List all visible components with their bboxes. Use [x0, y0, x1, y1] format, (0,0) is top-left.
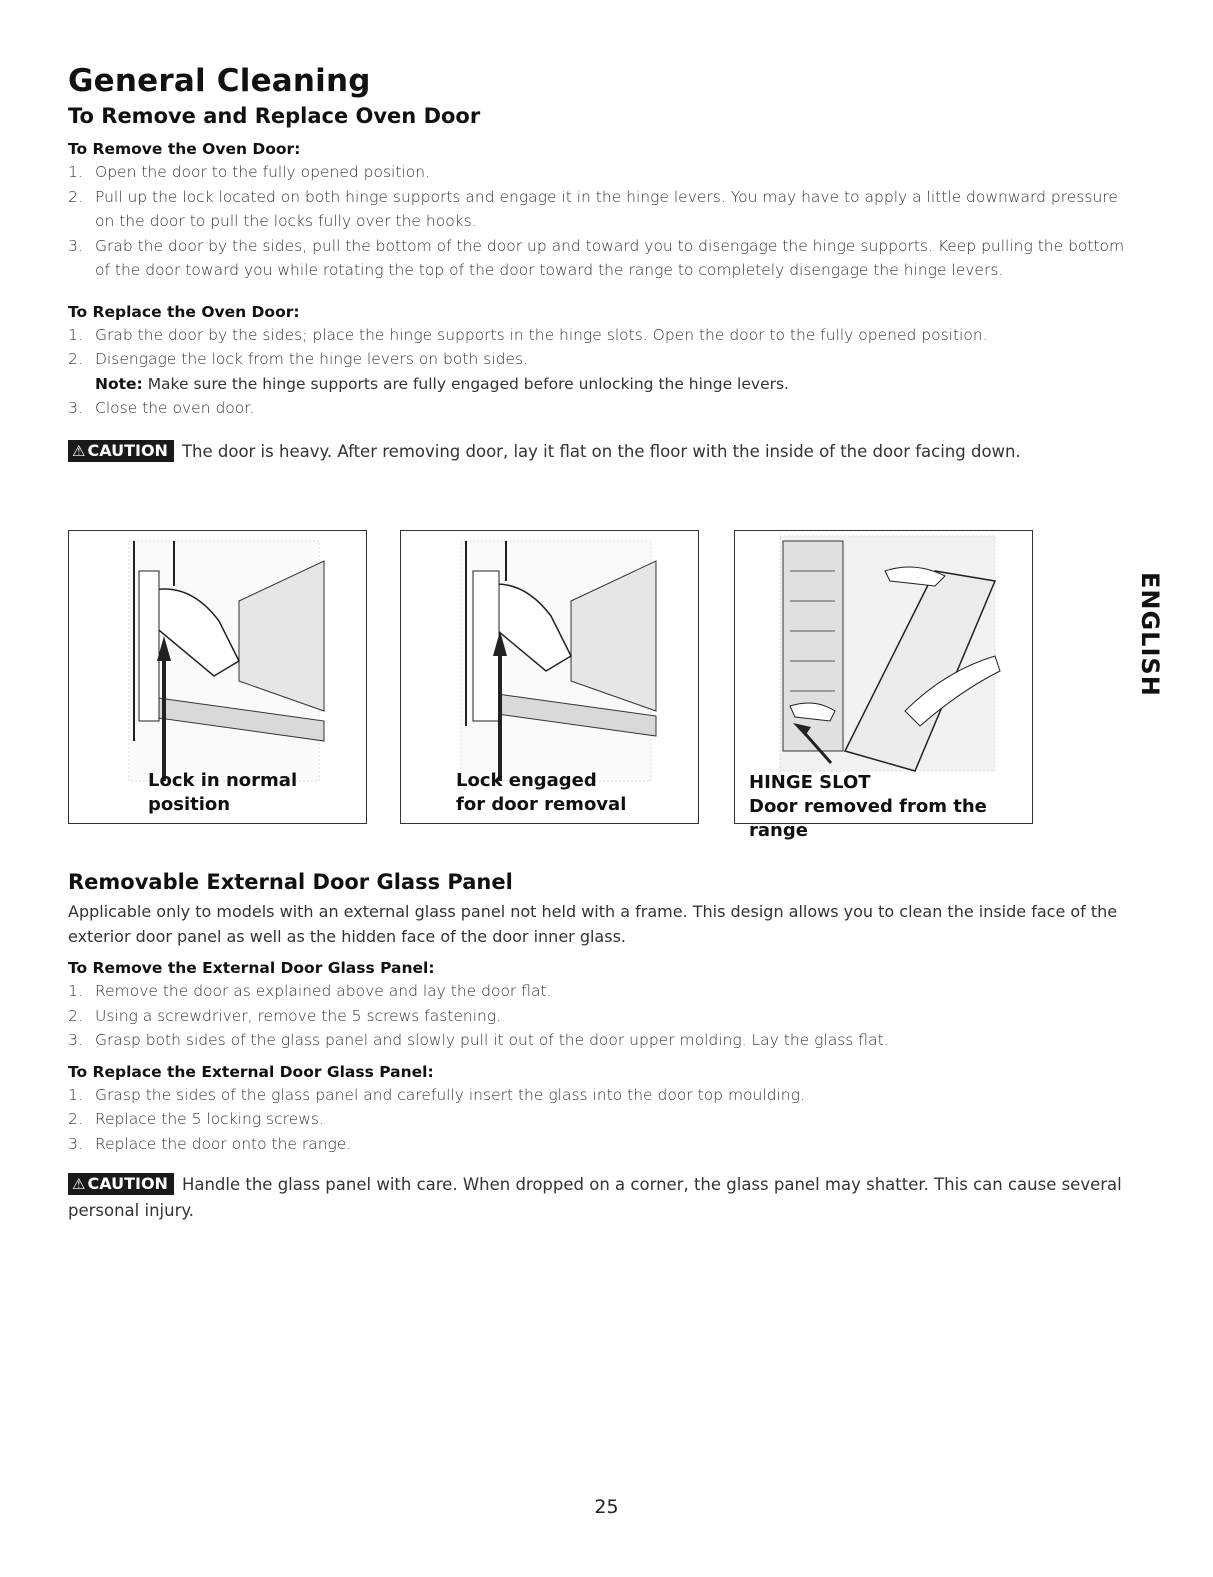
list-item: 2. Replace the 5 locking screws. — [68, 1110, 324, 1128]
figure-caption: Lock engaged for door removal — [456, 770, 627, 815]
list-item: 2. Disengage the lock from the hinge levers on both sides. — [68, 350, 528, 368]
section-heading-oven-door: To Remove and Replace Oven Door — [68, 104, 481, 128]
list-item: 3. Replace the door onto the range. — [68, 1134, 352, 1153]
list-item: 1. Grasp the sides of the glass panel and carefully insert the glass into the door top moulding. — [68, 1085, 805, 1104]
glass-panel-intro: Applicable only to models with an external glass panel not held with a frame. This design allows you to clean the inside face of the exterior door panel as well as the hidden face of the door inner glass. — [68, 902, 1118, 946]
page-content — [68, 62, 1138, 465]
remove-door-steps — [68, 160, 1138, 283]
list-item: 1. Remove the door as explained above and lay the door flat. — [68, 982, 552, 1000]
caution-badge: ⚠ CAUTION — [68, 440, 174, 462]
list-item: 1. Open the door to the fully opened position. — [68, 163, 430, 181]
figure-caption: Lock in normal position — [148, 770, 298, 815]
list-item: 2. Using a screwdriver, remove the 5 screws fastening. — [68, 1006, 502, 1025]
subheading-replace-door: To Replace the Oven Door: — [68, 302, 300, 321]
subheading-remove-glass: To Remove the External Door Glass Panel: — [68, 959, 435, 977]
note: Note: Make sure the hinge supports are fully engaged before unlocking the hinge levers. — [95, 374, 789, 393]
warning-icon: ⚠ — [72, 441, 86, 460]
subheading-remove-door: To Remove the Oven Door: — [68, 140, 301, 158]
list-item: 1. Grab the door by the sides; place the hinge supports in the hinge slots. Open the door to the fully opened position. — [68, 325, 988, 344]
section-heading-glass-panel: Removable External Door Glass Panel — [68, 870, 513, 894]
caution-door-heavy: ⚠ CAUTION The door is heavy. After removing door, lay it flat on the floor with the inside of the door facing down. — [68, 439, 1138, 465]
replace-door-steps — [68, 323, 1138, 372]
list-item: 2. Pull up the lock located on both hinge supports and engage it in the hinge levers. You may have to apply a little downward pressure on the door to pull the locks fully over the hooks. — [68, 187, 1118, 230]
remove-glass-steps — [68, 979, 1128, 1053]
list-item: 3. Close the oven door. — [68, 399, 255, 417]
list-item: 3. Grasp both sides of the glass panel and slowly pull it out of the door upper molding. Lay the glass flat. — [68, 1031, 889, 1049]
replace-door-steps-cont — [68, 396, 1138, 421]
caution-glass: ⚠ CAUTION Handle the glass panel with care. When dropped on a corner, the glass panel may shatter. This can cause several personal injury. — [68, 1174, 1122, 1220]
caution-badge: ⚠ CAUTION — [68, 1173, 174, 1195]
figure-lock-normal — [68, 530, 367, 824]
language-side-tab: ENGLISH — [1136, 572, 1164, 697]
figure-row — [68, 530, 1048, 841]
figure-lock-engaged — [400, 530, 699, 824]
figure-door-removed — [734, 530, 1033, 841]
page-title: General Cleaning — [68, 63, 371, 99]
figure-caption: HINGE SLOT Door removed from the range — [749, 772, 987, 841]
list-item: 3. Grab the door by the sides, pull the bottom of the door up and toward you to disengage the hinge supports. Keep pulling the bottom of the door toward you while rotating the top of the door toward the range to completely disengage the hinge levers. — [68, 236, 1125, 279]
subheading-replace-glass: To Replace the External Door Glass Panel: — [68, 1062, 434, 1081]
page-number: 25 — [594, 1496, 619, 1518]
warning-icon: ⚠ — [72, 1175, 86, 1193]
section-glass-panel — [68, 868, 1128, 1224]
replace-glass-steps — [68, 1083, 1128, 1157]
